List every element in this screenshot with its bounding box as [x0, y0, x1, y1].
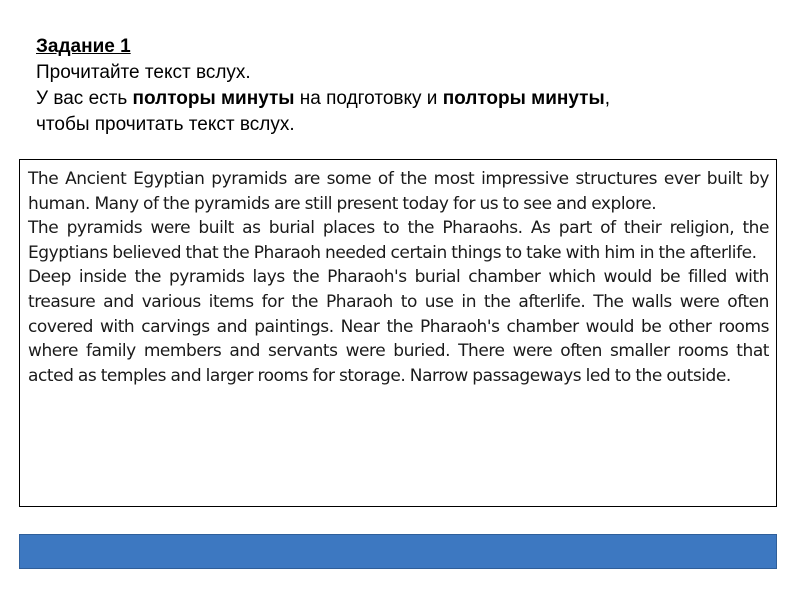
task-title: Задание 1: [36, 36, 131, 57]
task-line2-text-3: ,: [604, 88, 610, 109]
task-instruction-line-2: [36, 86, 776, 112]
reading-paragraph-2: The pyramids were built as burial places to the Pharaohs. As part of their religion, the Egyptians believed that the Pharaoh needed certain things to take with him in the afterlife.: [28, 218, 769, 263]
task-line2-text-1: У вас есть: [36, 88, 133, 109]
task-line2-bold-1: полторы минуты: [132, 88, 295, 109]
reading-paragraph-1: The Ancient Egyptian pyramids are some of the most impressive structures ever built by human. Many of the pyramids are still present today for us to see and explore.: [28, 169, 769, 214]
timer-bar: [19, 534, 777, 569]
task-instruction-line-1: Прочитайте текст вслух.: [36, 62, 251, 83]
task-instruction-line-3: чтобы прочитать текст вслух.: [36, 114, 295, 135]
task-line2-bold-2: полторы минуты: [442, 88, 605, 109]
reading-paragraph-3: Deep inside the pyramids lays the Pharaoh's burial chamber which would be filled with treasure and various items for the Pharaoh to use in the afterlife. The walls were often covered with carvings and paintings. Near the Pharaoh's chamber would be other rooms where family members and servants were buried. There were often smaller rooms that acted as temples and larger rooms for storage. Narrow passageways led to the outside.: [28, 267, 769, 386]
task-instructions: [36, 34, 776, 138]
task-line2-text-2: на подготовку и: [294, 88, 443, 109]
reading-text-box: [19, 159, 777, 507]
